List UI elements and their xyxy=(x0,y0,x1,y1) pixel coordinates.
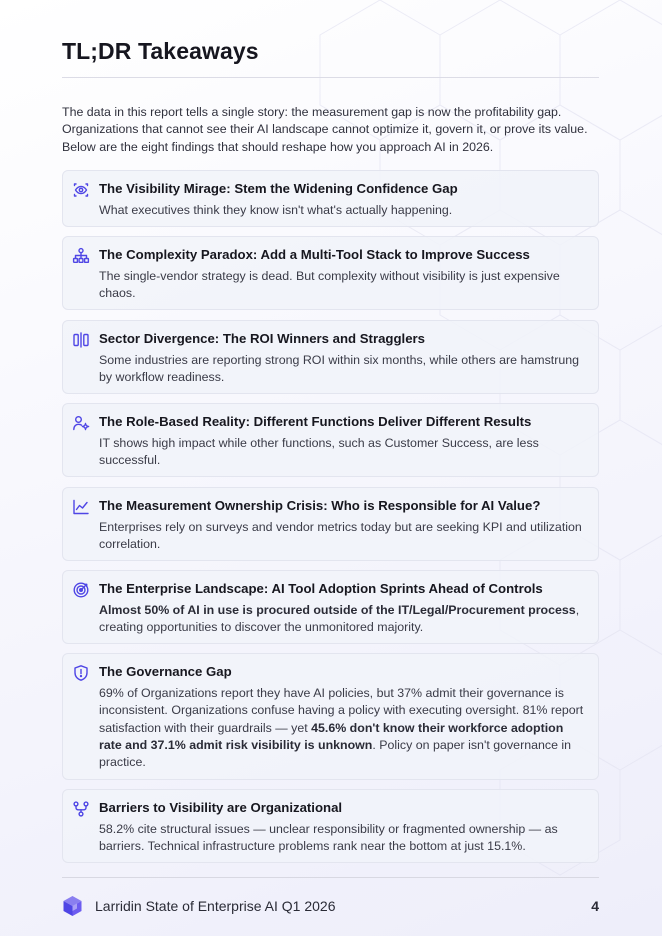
split-columns-icon xyxy=(72,331,90,349)
user-settings-icon xyxy=(72,414,90,432)
takeaway-card-complexity-paradox xyxy=(62,236,599,310)
footer-report-title: Larridin State of Enterprise AI Q1 2026 xyxy=(95,898,336,914)
report-page xyxy=(62,0,599,936)
takeaway-card-enterprise-landscape xyxy=(62,570,599,644)
takeaway-card-role-based-reality xyxy=(62,403,599,477)
eye-icon xyxy=(72,181,90,199)
takeaway-card-visibility-mirage xyxy=(62,170,599,227)
page-number: 4 xyxy=(591,898,599,914)
takeaway-title: The Role-Based Reality: Different Functions Deliver Different Results xyxy=(99,414,532,429)
takeaway-body-text: , creating opportunities to discover the unmonitored majority. xyxy=(99,603,580,635)
takeaway-title: The Complexity Paradox: Add a Multi-Tool Stack to Improve Success xyxy=(99,247,530,262)
larridin-cube-logo xyxy=(62,895,83,917)
takeaway-body-emphasis: Almost 50% of AI in use is procured outside of the IT/Legal/Procurement process xyxy=(99,603,576,617)
takeaway-body: IT shows high impact while other functions, such as Customer Success, are less successful. xyxy=(99,436,539,468)
takeaway-card-governance-gap xyxy=(62,653,599,780)
takeaway-title: The Measurement Ownership Crisis: Who is Responsible for AI Value? xyxy=(99,498,541,513)
line-chart-icon xyxy=(72,498,90,516)
hierarchy-icon xyxy=(72,247,90,265)
takeaway-title: Barriers to Visibility are Organizational xyxy=(99,800,343,815)
network-icon xyxy=(72,800,90,818)
takeaway-body xyxy=(99,685,588,771)
takeaway-title: The Visibility Mirage: Stem the Widening Confidence Gap xyxy=(99,181,458,196)
takeaway-card-sector-divergence xyxy=(62,320,599,394)
takeaway-title: Sector Divergence: The ROI Winners and Stragglers xyxy=(99,331,425,346)
takeaway-body: The single-vendor strategy is dead. But complexity without visibility is just expensive chaos. xyxy=(99,269,560,301)
takeaway-title: The Governance Gap xyxy=(99,664,232,679)
takeaway-title: The Enterprise Landscape: AI Tool Adoption Sprints Ahead of Controls xyxy=(99,581,543,596)
takeaway-body: 58.2% cite structural issues — unclear responsibility or fragmented ownership — as barriers. Technical infrastructure problems rank near the bottom at just 15.1%. xyxy=(99,822,558,854)
takeaway-card-barriers-to-visibility xyxy=(62,789,599,863)
shield-alert-icon xyxy=(72,664,90,682)
takeaway-body-text: 69% of Organizations report they have AI policies, but 37% admit their governance is inconsistent. Organizations confuse having a policy with executing oversight. 81% report satisfaction with their guardrails — yet xyxy=(99,686,584,735)
footer-divider xyxy=(62,877,599,878)
takeaway-body-emphasis: 45.6% don't know their workforce adoption rate and 37.1% admit risk visibility is unknown xyxy=(99,720,564,752)
page-title: TL;DR Takeaways xyxy=(62,38,259,64)
takeaway-body xyxy=(99,602,588,637)
takeaway-body: Enterprises rely on surveys and vendor metrics today but are seeking KPI and utilization correlation. xyxy=(99,520,582,552)
title-divider xyxy=(62,77,599,78)
takeaway-body: What executives think they know isn't what's actually happening. xyxy=(99,203,453,217)
takeaway-body-text: . Policy on paper isn't governance in practice. xyxy=(99,737,572,770)
takeaway-body: Some industries are reporting strong ROI within six months, while others are hamstrung by workflow readiness. xyxy=(99,353,580,385)
takeaway-card-measurement-ownership xyxy=(62,487,599,561)
intro-paragraph: The data in this report tells a single story: the measurement gap is now the profitability gap. Organizations that cannot see their AI landscape cannot optimize it, govern it, or prove its value. Below are the eight findings that should reshape how you approach AI in 2026. xyxy=(62,105,588,154)
target-icon xyxy=(72,581,90,599)
